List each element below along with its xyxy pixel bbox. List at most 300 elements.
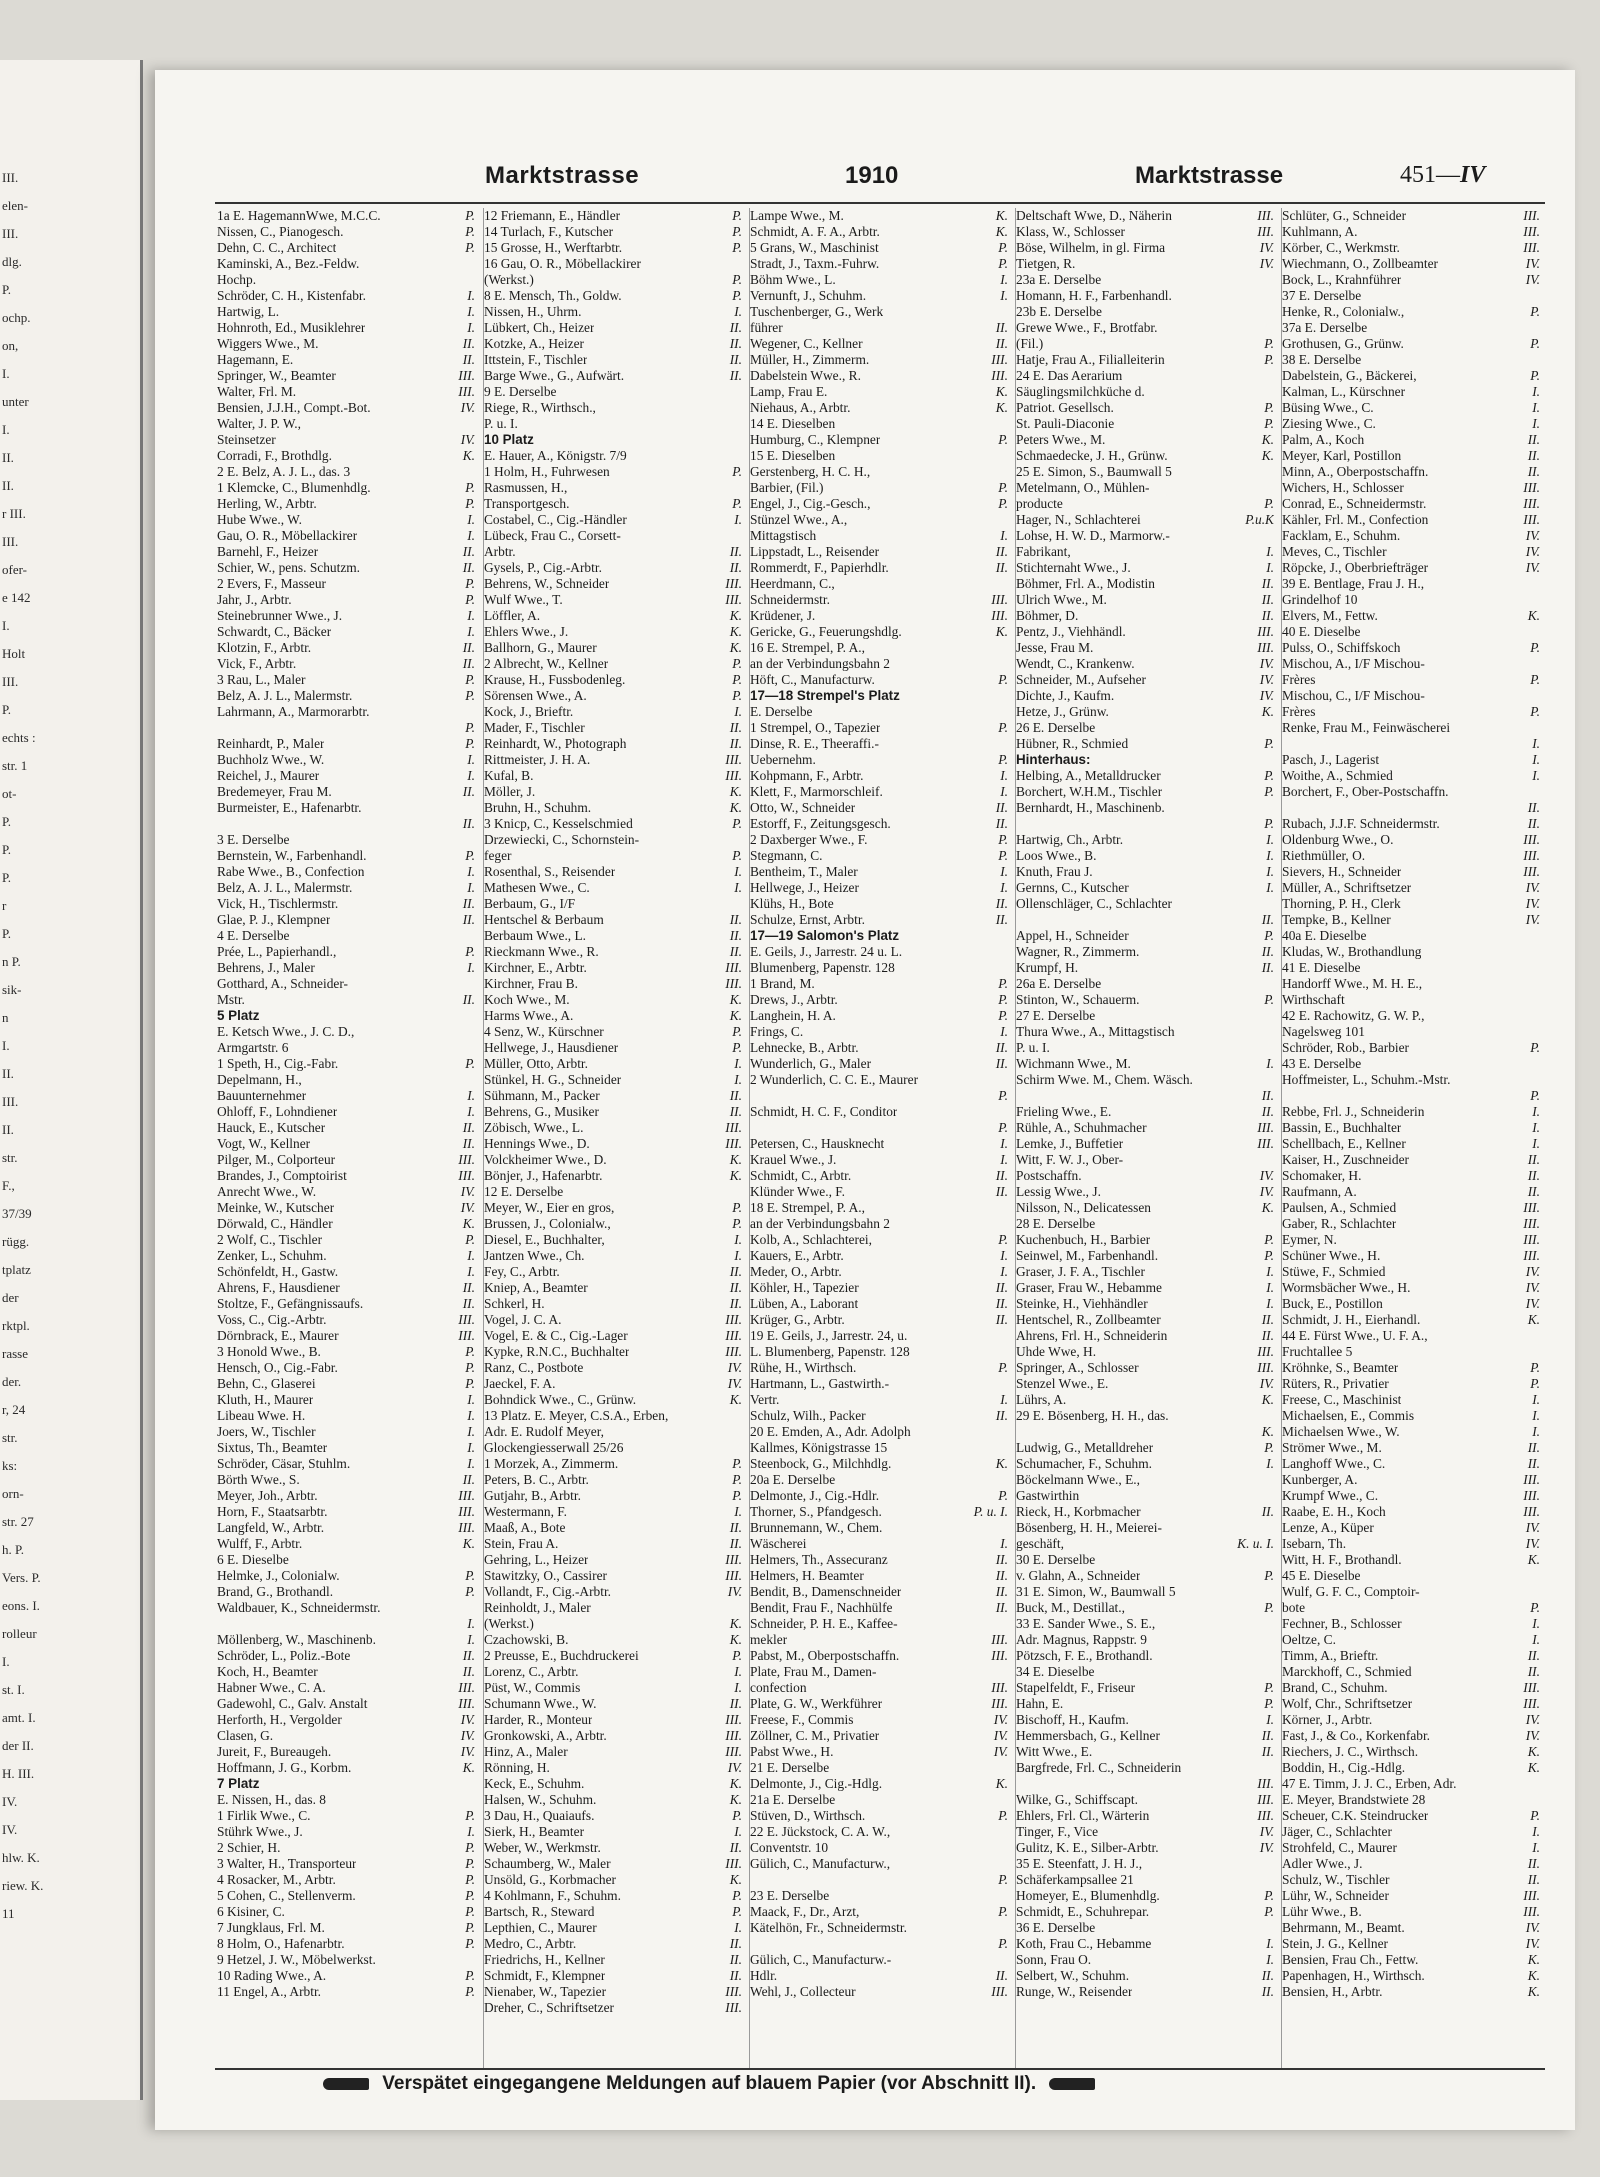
entry-floor: III. [1257,1344,1274,1359]
header-page-number: 451—IV [1400,162,1486,188]
entry-text: Berbaum Wwe., L. [484,928,587,943]
directory-entry [217,1808,475,1824]
entry-floor: I. [467,1408,475,1423]
entry-text: 9 Hetzel, J. W., Möbelwerkst. [217,1952,376,1967]
directory-entry [1016,1568,1274,1584]
directory-entry [217,1536,475,1552]
directory-entry [1016,208,1274,224]
directory-entry [217,288,475,304]
entry-floor: II. [995,1280,1008,1295]
entry-text: Rieckmann Wwe., R. [484,944,599,959]
entry-text: 40a E. Dieselbe [1282,928,1367,943]
entry-text: Medro, C., Arbtr. [484,1936,577,1951]
directory-entry [1282,1600,1540,1616]
directory-entry [1282,592,1540,608]
entry-text: 21 E. Derselbe [750,1760,830,1775]
entry-floor: P. [998,240,1008,255]
entry-text: Frings, C. [750,1024,804,1039]
entry-text: Niehaus, A., Arbtr. [750,400,851,415]
entry-floor: IV. [1259,672,1274,687]
entry-text: Kolb, A., Schlachterei, [750,1232,872,1247]
entry-floor: III. [991,592,1008,607]
left-page-fragment: rügg. [2,1234,30,1249]
directory-entry [750,1792,1008,1808]
directory-entry [1282,832,1540,848]
entry-text: Schulz, Wilh., Packer [750,1408,866,1423]
entry-text: Kohpmann, F., Arbtr. [750,768,864,783]
entry-text: 2 E. Belz, A. J. L., das. 3 [217,464,351,479]
entry-floor: I. [467,880,475,895]
entry-text: Wolf, Chr., Schriftsetzer [1282,1696,1413,1711]
entry-floor: I. [734,1232,742,1247]
directory-entry [1016,816,1274,832]
directory-entry [484,1248,742,1264]
entry-floor: II. [1527,464,1540,479]
directory-entry [1282,1232,1540,1248]
entry-text: Kröhnke, S., Beamter [1282,1360,1399,1375]
directory-entry [484,1392,742,1408]
entry-text: Gernns, C., Kutscher [1016,880,1129,895]
directory-entry [750,1552,1008,1568]
entry-floor: IV. [1525,1280,1540,1295]
entry-floor: P. [465,1056,475,1071]
entry-floor: P. [998,720,1008,735]
entry-text: 10 Platz [484,432,534,447]
entry-text: Sievers, H., Schneider [1282,864,1402,879]
entry-floor: II. [1527,800,1540,815]
directory-entry [484,240,742,256]
header-rule [215,202,1545,204]
directory-entry [750,1936,1008,1952]
entry-floor: P. [732,496,742,511]
directory-entry [484,912,742,928]
entry-floor: P. [732,224,742,239]
entry-text: Kuchenbuch, H., Barbier [1016,1232,1151,1247]
directory-entry [217,1904,475,1920]
entry-floor: I. [467,960,475,975]
directory-entry [750,1696,1008,1712]
directory-entry [484,1600,742,1616]
entry-text: Freese, F., Commis [750,1712,854,1727]
entry-text: Schmidt, A. F. A., Arbtr. [750,224,880,239]
directory-entry [217,208,475,224]
entry-text: Hennings Wwe., D. [484,1136,590,1151]
entry-text: Rieck, H., Korbmacher [1016,1504,1141,1519]
directory-entry [1016,1104,1274,1120]
left-page-fragment: der [2,1290,19,1305]
directory-entry [1016,928,1274,944]
directory-entry [1016,1504,1274,1520]
left-page-fragment: hlw. K. [2,1850,40,1865]
entry-text: Krüdener, J. [750,608,816,623]
directory-entry [750,1376,1008,1392]
left-page-fragment: tplatz [2,1262,31,1277]
directory-entry [484,1152,742,1168]
directory-entry [1282,528,1540,544]
entry-text: Kock, J., Brieftr. [484,704,574,719]
entry-text: Minn, A., Oberpostschaffn. [1282,464,1429,479]
entry-text: Kniep, A., Beamter [484,1280,588,1295]
directory-entry [1282,1456,1540,1472]
entry-floor: II. [462,560,475,575]
entry-floor: I. [467,1616,475,1631]
entry-floor: P. [465,1984,475,1999]
entry-floor: III. [725,1712,742,1727]
entry-text: Waldbauer, K., Schneidermstr. [217,1600,381,1615]
entry-text: Rubach, J.J.F. Schneidermstr. [1282,816,1440,831]
directory-entry [750,1040,1008,1056]
directory-entry [217,384,475,400]
entry-text: 17—19 Salomon's Platz [750,928,900,943]
entry-text: Vogt, W., Kellner [217,1136,311,1151]
directory-entry [217,1920,475,1936]
directory-entry [750,1088,1008,1104]
entry-floor: P. [465,1888,475,1903]
entry-text: Czachowski, B. [484,1632,569,1647]
entry-floor: I. [1000,864,1008,879]
entry-text: Thura Wwe., A., Mittagstisch [1016,1024,1175,1039]
entry-text: Clasen, G. [217,1728,274,1743]
entry-floor: III. [1523,1680,1540,1695]
entry-floor: P. [1530,640,1540,655]
directory-entry [217,1648,475,1664]
entry-floor: IV. [460,1184,475,1199]
directory-entry [750,640,1008,656]
entry-floor: IV. [1525,1536,1540,1551]
entry-text: Meves, C., Tischler [1282,544,1387,559]
directory-entry [1282,416,1540,432]
directory-entry [484,1024,742,1040]
entry-floor: P. [1264,416,1274,431]
entry-text: Hinz, A., Maler [484,1744,568,1759]
entry-text: Borchert, F., Ober-Postschaffn. [1282,784,1449,799]
directory-entry [217,1424,475,1440]
entry-text: Harder, R., Monteur [484,1712,593,1727]
entry-floor: P. [732,1040,742,1055]
entry-text: Ittstein, F., Tischler [484,352,588,367]
entry-floor: P. [1530,1040,1540,1055]
entry-floor: II. [462,816,475,831]
entry-text: Burmeister, E., Hafenarbtr. [217,800,362,815]
directory-entry [1282,368,1540,384]
directory-entry [1016,256,1274,272]
entry-floor: II. [729,560,742,575]
entry-floor: III. [1257,1776,1274,1791]
directory-entry [217,1760,475,1776]
directory-entry [1282,992,1540,1008]
entry-floor: II. [1261,1088,1274,1103]
directory-entry [1282,1344,1540,1360]
entry-text: 18 E. Strempel, P. A., [750,1200,865,1215]
entry-text: Vogel, E. & C., Cig.-Lager [484,1328,628,1343]
entry-text: Schäferkampsallee 21 [1016,1872,1134,1887]
entry-text: Anrecht Wwe., W. [217,1184,317,1199]
directory-entry [750,592,1008,608]
entry-text: 17—18 Strempel's Platz [750,688,900,703]
directory-entry [484,1664,742,1680]
directory-entry [1282,688,1540,704]
entry-text: Schröder, C. H., Kistenfabr. [217,288,366,303]
entry-text: Paulsen, A., Schmied [1282,1200,1397,1215]
entry-floor: IV. [1259,1376,1274,1391]
entry-floor: I. [1000,880,1008,895]
entry-floor: P. [465,1936,475,1951]
directory-entry [1282,1264,1540,1280]
directory-entry [1016,736,1274,752]
directory-entry [217,704,475,720]
directory-entry [1016,1136,1274,1152]
entry-floor: I. [1266,880,1274,895]
entry-text: 26 E. Derselbe [1016,720,1096,735]
entry-text: 31 E. Simon, W., Baumwall 5 [1016,1584,1176,1599]
entry-text: Gerstenberg, H. C. H., [750,464,871,479]
directory-entry [484,256,742,272]
entry-floor: P. [1530,368,1540,383]
directory-entry [1016,704,1274,720]
directory-entry [1282,480,1540,496]
directory-entry [484,896,742,912]
pointing-hand-icon [1049,2078,1095,2090]
entry-text: E. Ketsch Wwe., J. C. D., [217,1024,355,1039]
directory-entry [484,1456,742,1472]
entry-text: Kätelhön, Fr., Schneidermstr. [750,1920,907,1935]
directory-entry [217,1360,475,1376]
directory-entry [1016,1920,1274,1936]
entry-text: Böhmer, Frl. A., Modistin [1016,576,1155,591]
entry-text: Hübner, R., Schmied [1016,736,1129,751]
entry-text: Ohloff, F., Lohndiener [217,1104,338,1119]
directory-entry [750,816,1008,832]
directory-entry [1016,1536,1274,1552]
entry-floor: K. [995,384,1008,399]
entry-text: Wiggers Wwe., M. [217,336,319,351]
directory-entry [484,1184,742,1200]
directory-entry [1282,1776,1540,1792]
entry-text: Unsöld, G., Korbmacher [484,1872,617,1887]
entry-text: Hatje, Frau A., Filialleiterin [1016,352,1165,367]
entry-floor: II. [1261,1984,1274,1999]
entry-floor: P. [998,1360,1008,1375]
entry-floor: P. [998,1088,1008,1103]
directory-entry [1016,480,1274,496]
column-5 [1281,208,1540,2068]
directory-entry [750,576,1008,592]
entry-floor: P. [998,752,1008,767]
directory-entry [217,928,475,944]
directory-entry [1282,736,1540,752]
entry-text: Friedrichs, H., Kellner [484,1952,605,1967]
entry-floor: P. [998,1008,1008,1023]
entry-text: 2 Evers, F., Masseur [217,576,327,591]
entry-floor: II. [462,1280,475,1295]
entry-text: Costabel, C., Cig.-Händler [484,512,627,527]
directory-entry [484,512,742,528]
directory-entry [1016,1264,1274,1280]
entry-text: Wormsbächer Wwe., H. [1282,1280,1411,1295]
entry-floor: I. [1532,736,1540,751]
directory-entry [217,1952,475,1968]
directory-entry [1282,656,1540,672]
entry-floor: P. [1530,1088,1540,1103]
entry-floor: III. [1523,1904,1540,1919]
entry-text: Schaumberg, W., Maler [484,1856,611,1871]
entry-text: Ziesing Wwe., C. [1282,416,1376,431]
entry-text: Patriot. Gesellsch. [1016,400,1114,415]
directory-entry [1282,1792,1540,1808]
directory-entry [217,608,475,624]
directory-entry [217,768,475,784]
directory-entry [750,1904,1008,1920]
entry-text: Kähler, Frl. M., Confection [1282,512,1429,527]
directory-entry [1016,1280,1274,1296]
directory-entry [217,1168,475,1184]
entry-text: Kaminski, A., Bez.-Feldw. [217,256,360,271]
entry-floor: III. [1523,848,1540,863]
entry-floor: III. [458,1488,475,1503]
directory-entry [1282,1872,1540,1888]
entry-text: Postschaffn. [1016,1168,1082,1183]
directory-entry [484,544,742,560]
entry-text: Hartmann, L., Gastwirth.- [750,1376,890,1391]
directory-entry [217,352,475,368]
entry-text: Papenhagen, H., Wirthsch. [1282,1968,1425,1983]
section-heading [217,1008,475,1024]
entry-text: Möller, J. [484,784,536,799]
directory-entry [1282,640,1540,656]
directory-entry [217,576,475,592]
directory-entry [1282,1648,1540,1664]
directory-entry [1282,1248,1540,1264]
directory-entry [1282,880,1540,896]
directory-entry [1016,1808,1274,1824]
directory-entry [1016,1088,1274,1104]
entry-floor: P. [1264,400,1274,415]
directory-entry [750,624,1008,640]
entry-text: Stünzel Wwe., A., [750,512,848,527]
entry-text: Humburg, C., Klempner [750,432,881,447]
entry-text: 5 Grans, W., Maschinist [750,240,879,255]
directory-entry [1282,1312,1540,1328]
directory-entry [484,1536,742,1552]
directory-entry [1282,1536,1540,1552]
entry-floor: K. [462,1760,475,1775]
entry-text: 7 Platz [217,1776,260,1791]
entry-text: Uebernehm. [750,752,816,767]
entry-floor: III. [991,1680,1008,1695]
entry-text: Brandes, J., Comptoirist [217,1168,347,1183]
entry-floor: III. [1523,832,1540,847]
directory-entry [217,1584,475,1600]
directory-entry [1282,288,1540,304]
entry-floor: P. [1264,992,1274,1007]
directory-entry [750,208,1008,224]
directory-entry [750,1056,1008,1072]
entry-text: Schröder, Cäsar, Stuhlm. [217,1456,351,1471]
section-heading [750,688,1008,704]
left-page-fragment: IV. [2,1822,18,1837]
entry-text: Maaß, A., Bote [484,1520,566,1535]
directory-entry [484,1504,742,1520]
entry-text: Wirthschaft [1282,992,1345,1007]
entry-text: Glae, P. J., Klempner [217,912,331,927]
directory-entry [1016,992,1274,1008]
directory-entry [1016,1936,1274,1952]
directory-entry [750,384,1008,400]
directory-entry [750,1600,1008,1616]
entry-floor: K. [1261,704,1274,719]
entry-text: Adr. Magnus, Rappstr. 9 [1016,1632,1147,1647]
directory-entry [1282,1040,1540,1056]
directory-entry [217,1600,475,1616]
entry-floor: II. [462,1136,475,1151]
directory-entry [750,1712,1008,1728]
entry-text: Bauunternehmer [217,1088,307,1103]
left-page-fragment: on, [2,338,19,353]
directory-entry [217,1888,475,1904]
left-page-fragment: II. [2,1066,14,1081]
entry-floor: I. [1266,560,1274,575]
directory-entry [217,992,475,1008]
directory-entry [484,304,742,320]
entry-text: Adler Wwe., J. [1282,1856,1363,1871]
directory-entry [217,1376,475,1392]
entry-floor: IV. [1525,1712,1540,1727]
directory-entry [750,1952,1008,1968]
header-section: IV [1460,162,1486,188]
entry-text: Eymer, N. [1282,1232,1337,1247]
entry-text: Petersen, C., Hausknecht [750,1136,885,1151]
entry-floor: P. [732,1488,742,1503]
directory-entry [750,1872,1008,1888]
left-page-fragment: r III. [2,506,26,521]
entry-text: Tinger, F., Vice [1016,1824,1099,1839]
directory-entry [750,320,1008,336]
entry-text: geschäft, [1016,1536,1064,1551]
entry-text: 14 Turlach, F., Kutscher [484,224,614,239]
directory-entry [750,976,1008,992]
entry-text: Transportgesch. [484,496,570,511]
entry-text: Hochp. [217,272,257,287]
directory-entry [1016,1440,1274,1456]
directory-entry [484,928,742,944]
entry-floor: III. [458,1312,475,1327]
left-page-fragment: st. I. [2,1682,25,1697]
entry-text: Stein, J. G., Kellner [1282,1936,1388,1951]
entry-floor: I. [734,1680,742,1695]
directory-entry [217,1104,475,1120]
directory-entry [217,272,475,288]
directory-entry [1016,1968,1274,1984]
entry-text: 8 E. Mensch, Th., Goldw. [484,288,622,303]
entry-floor: II. [1527,432,1540,447]
entry-text: Lühr, W., Schneider [1282,1888,1389,1903]
entry-text: Ballhorn, G., Maurer [484,640,597,655]
entry-floor: IV. [1525,1264,1540,1279]
entry-floor: P. [1264,816,1274,831]
entry-text: Wichmann Wwe., M. [1016,1056,1131,1071]
entry-floor: I. [467,1424,475,1439]
directory-entry [217,1968,475,1984]
directory-entry [484,704,742,720]
entry-text: Stein, Frau A. [484,1536,559,1551]
left-page-fragment: P. [2,842,12,857]
entry-text: Lampe Wwe., M. [750,208,844,223]
entry-floor: III. [725,1312,742,1327]
entry-text: 41 E. Dieselbe [1282,960,1361,975]
entry-text: Loos Wwe., B. [1016,848,1097,863]
entry-floor: II. [995,896,1008,911]
entry-floor: II. [995,1184,1008,1199]
